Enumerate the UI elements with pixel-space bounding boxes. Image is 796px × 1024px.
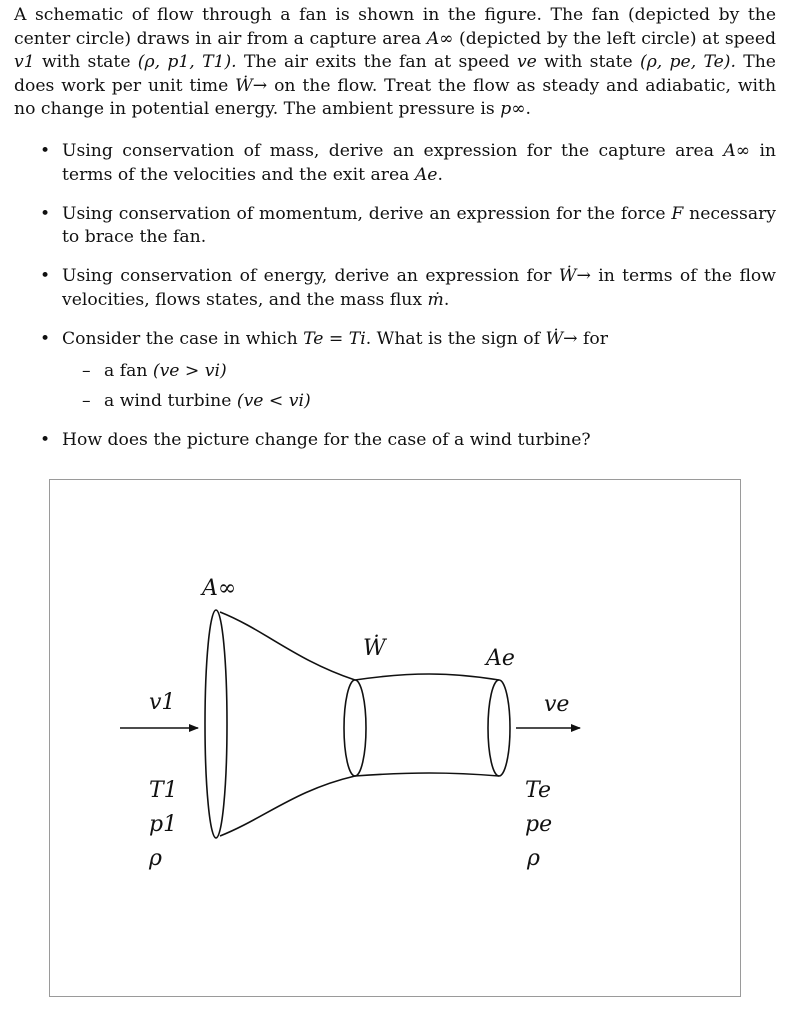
label-capture-area: A∞ — [202, 576, 237, 601]
task-math: F — [671, 203, 684, 224]
bullet-icon: • — [40, 203, 51, 224]
task-item-wind-turbine — [40, 429, 776, 453]
intro-math-v1: v1 — [14, 52, 35, 73]
label-inlet-temperature: T1 — [149, 778, 178, 803]
task-text: Using conservation of mass, derive an expression for the capture area — [62, 141, 724, 161]
intro-math-state-exit: (ρ, pe, Te). — [639, 52, 736, 73]
intro-text-4: The air exits the fan at speed — [236, 52, 517, 73]
sub-item-fan — [82, 360, 776, 384]
label-inlet-density: ρ — [149, 846, 162, 871]
sub-list — [62, 360, 776, 414]
label-exit-area: Ae — [486, 646, 515, 671]
task-text: necessary to brace the fan. — [62, 203, 776, 248]
intro-text-2: (depicted by the left circle) at speed — [453, 28, 776, 49]
task-text: . — [437, 164, 443, 185]
task-text: for — [577, 329, 608, 350]
label-exit-temperature: Te — [525, 778, 551, 803]
streamtube-upper-curve — [220, 612, 355, 680]
sub-math: (ve > vi) — [152, 360, 227, 381]
label-inlet-pressure: p1 — [149, 812, 178, 837]
capture-area-ellipse — [205, 610, 227, 838]
task-item-energy — [40, 265, 776, 312]
task-list — [40, 140, 776, 468]
task-item-sign — [40, 328, 776, 414]
task-text: in terms of the flow velocities, flows states, and the mass flux — [62, 266, 776, 310]
sub-text: a fan — [104, 360, 153, 381]
intro-math-state-inlet: (ρ, p1, T1). — [137, 52, 237, 73]
dash-icon: – — [82, 360, 91, 381]
dash-icon: – — [82, 391, 91, 412]
sub-item-wind-turbine — [82, 390, 776, 414]
duct-lower-wall — [355, 773, 499, 776]
bullet-icon: • — [40, 141, 51, 161]
task-math: Ae — [414, 164, 438, 185]
intro-math-ve: ve — [516, 52, 537, 73]
bullet-icon: • — [40, 329, 51, 350]
task-math: Ẇ→ — [545, 329, 578, 350]
intro-text-3: with state — [34, 52, 138, 73]
fan-schematic-figure — [49, 479, 741, 997]
fan-schematic-drawing — [50, 480, 742, 998]
label-inlet-velocity: v1 — [149, 690, 176, 715]
intro-math-ambient-pressure: p∞ — [500, 99, 526, 120]
intro-math-work-rate: Ẇ→ — [235, 75, 268, 96]
task-text: How does the picture change for the case of a wind turbine? — [62, 430, 591, 451]
label-exit-pressure: pe — [525, 812, 553, 837]
task-math: Ẇ→ — [558, 266, 591, 287]
task-text: . — [443, 289, 450, 310]
task-text: Using conservation of energy, derive an expression for — [62, 266, 559, 287]
sub-text: a wind turbine — [104, 391, 237, 412]
fan-ellipse — [344, 680, 366, 776]
task-text: in terms of the velocities and the exit area — [62, 141, 777, 185]
streamtube-lower-curve — [220, 776, 355, 836]
bullet-icon: • — [40, 430, 51, 451]
sub-math: (ve < vi) — [236, 391, 311, 412]
label-exit-velocity: ve — [544, 692, 570, 717]
label-work-rate: Ẇ — [363, 636, 386, 661]
task-item-mass — [40, 140, 776, 187]
duct-upper-wall — [355, 674, 499, 680]
task-text: Using conservation of momentum, derive an expression for the force — [62, 203, 672, 224]
intro-text-5: with state — [536, 52, 640, 73]
intro-text-1: A schematic of flow through a fan is shown in the figure. The fan (depicted by the center circle) draws in air from a capture area — [14, 5, 776, 49]
intro-text-8: . — [525, 99, 532, 120]
task-math: ṁ — [427, 289, 444, 310]
label-exit-density: ρ — [527, 846, 540, 871]
bullet-icon: • — [40, 266, 51, 287]
task-math: A∞ — [723, 141, 751, 161]
intro-text-6: The does work per unit time — [14, 52, 776, 96]
intro-text-7: on the flow. Treat the flow as steady and adiabatic, with no change in potential energy. The ambient pressure is — [14, 75, 777, 120]
task-math: Te = Ti — [303, 329, 366, 350]
intro-math-capture-area: A∞ — [426, 28, 454, 49]
task-item-momentum — [40, 203, 776, 250]
task-text: . What is the sign of — [365, 329, 546, 350]
problem-intro — [14, 4, 776, 122]
exit-area-ellipse — [488, 680, 510, 776]
task-text: Consider the case in which — [62, 329, 304, 350]
